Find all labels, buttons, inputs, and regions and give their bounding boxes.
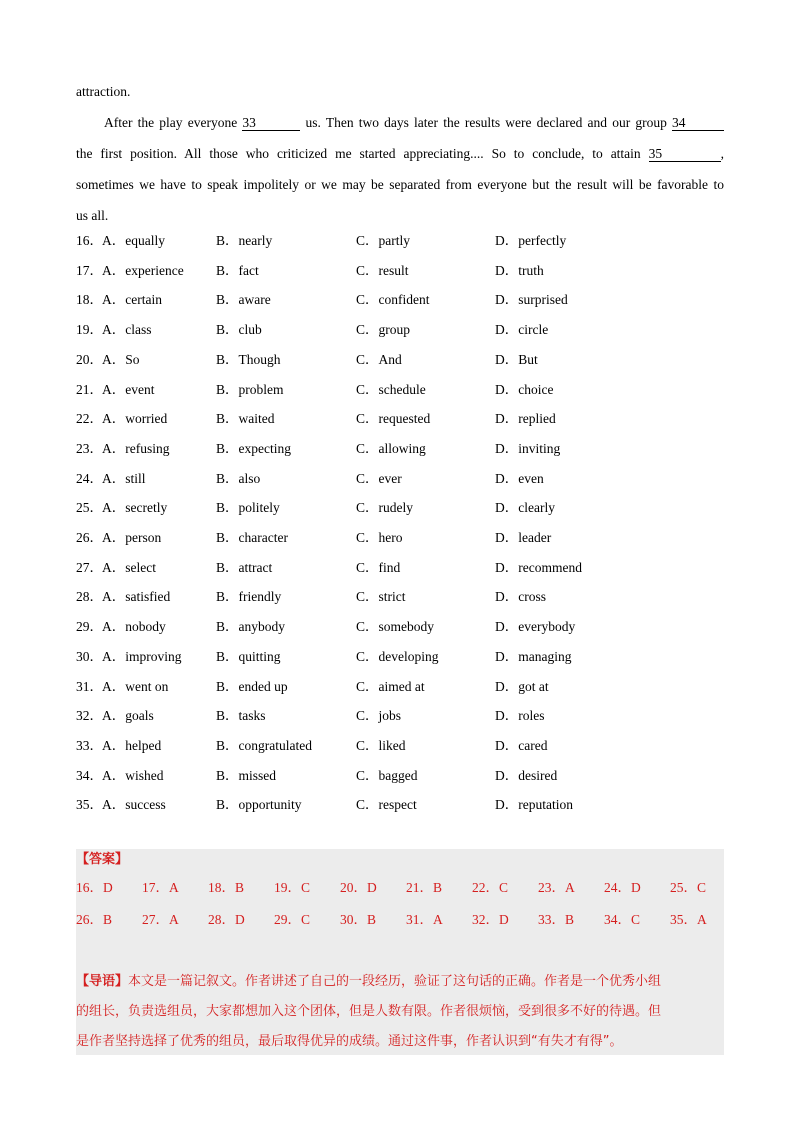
answer-item: 22．C bbox=[472, 880, 509, 895]
option-a: A．refusing bbox=[102, 440, 170, 456]
question-row bbox=[76, 582, 724, 612]
option-a: A．improving bbox=[102, 648, 182, 664]
option-a: A．success bbox=[102, 797, 166, 813]
option-a: A．nobody bbox=[102, 619, 166, 635]
option-a: A．still bbox=[102, 470, 146, 486]
option-c: C．hero bbox=[356, 530, 403, 545]
question-row bbox=[76, 226, 724, 256]
option-c: C．schedule bbox=[356, 381, 426, 397]
option-d: D．even bbox=[495, 470, 544, 486]
question-row bbox=[76, 404, 724, 434]
option-d: D．perfectly bbox=[495, 233, 567, 248]
passage-text: the first position. All those who criticized me started appreciating.... So to conclude, to attain bbox=[76, 146, 641, 161]
answer-item: 24．D bbox=[604, 880, 641, 895]
option-d: D．roles bbox=[495, 708, 545, 724]
option-b: B．tasks bbox=[216, 708, 266, 724]
option-a: A．class bbox=[102, 322, 152, 338]
option-d: D．replied bbox=[495, 411, 556, 427]
guide-line: 是作者坚持选择了优秀的组员，最后取得优异的成绩。通过这件事，作者认识到“有失才有得”。 bbox=[76, 1034, 623, 1049]
option-c: C．strict bbox=[356, 589, 406, 605]
option-b: B．character bbox=[216, 530, 288, 545]
option-c: C．partly bbox=[356, 233, 410, 248]
question-number: 25． bbox=[76, 500, 103, 516]
question-number: 20． bbox=[76, 351, 103, 367]
option-b: B．Though bbox=[216, 351, 281, 367]
question-number: 16． bbox=[76, 233, 103, 248]
guide-heading: 【导语】 bbox=[76, 974, 129, 989]
option-c: C．result bbox=[356, 262, 409, 278]
guide-section bbox=[76, 967, 724, 1057]
question-row bbox=[76, 731, 724, 761]
option-b: B．aware bbox=[216, 292, 271, 308]
option-d: D．reputation bbox=[495, 797, 573, 813]
question-number: 22． bbox=[76, 411, 103, 427]
question-row bbox=[76, 612, 724, 642]
question-row bbox=[76, 285, 724, 315]
passage-text: After the play everyone bbox=[104, 115, 238, 130]
answer-item: 21．B bbox=[406, 880, 443, 895]
answer-item: 19．C bbox=[274, 880, 311, 895]
option-a: A．secretly bbox=[102, 500, 168, 516]
option-b: B．also bbox=[216, 470, 261, 486]
question-row bbox=[76, 493, 724, 523]
question-number: 23． bbox=[76, 440, 103, 456]
question-number: 17． bbox=[76, 262, 103, 278]
answer-item: 20．D bbox=[340, 880, 377, 895]
answer-item: 34．C bbox=[604, 912, 641, 927]
option-a: A．event bbox=[102, 381, 155, 397]
question-row bbox=[76, 523, 724, 553]
question-number: 28． bbox=[76, 589, 103, 605]
option-a: A．equally bbox=[102, 233, 165, 248]
option-c: C．jobs bbox=[356, 708, 402, 724]
question-number: 24． bbox=[76, 470, 103, 486]
option-a: A．select bbox=[102, 559, 156, 575]
option-d: D．choice bbox=[495, 381, 554, 397]
answer-item: 28．D bbox=[208, 912, 245, 927]
option-c: C．And bbox=[356, 351, 402, 367]
option-a: A．person bbox=[102, 530, 162, 545]
answer-item: 32．D bbox=[472, 912, 509, 927]
question-number: 34． bbox=[76, 767, 103, 783]
passage-text: us. Then two days later the results were declared and our group bbox=[305, 115, 667, 130]
answer-item: 18．B bbox=[208, 880, 245, 895]
option-a: A．helped bbox=[102, 737, 162, 753]
option-c: C．find bbox=[356, 559, 401, 575]
question-row bbox=[76, 642, 724, 672]
option-b: B．congratulated bbox=[216, 737, 312, 753]
question-number: 29． bbox=[76, 619, 103, 635]
option-d: D．managing bbox=[495, 648, 572, 664]
answer-item: 27．A bbox=[142, 912, 179, 927]
question-row bbox=[76, 315, 724, 345]
question-number: 27． bbox=[76, 559, 103, 575]
passage-line: sometimes we have to speak impolitely or we may be separated from everyone but the result will be favorable to bbox=[76, 177, 724, 192]
blank-34: 34 bbox=[672, 116, 724, 131]
option-b: B．attract bbox=[216, 559, 273, 575]
option-b: B．ended up bbox=[216, 678, 288, 694]
question-number: 19． bbox=[76, 322, 103, 338]
question-number: 35． bbox=[76, 797, 103, 813]
option-b: B．club bbox=[216, 322, 262, 338]
question-row bbox=[76, 256, 724, 286]
answer-heading: 【答案】 bbox=[76, 852, 129, 867]
option-b: B．nearly bbox=[216, 233, 273, 248]
option-a: A．So bbox=[102, 351, 140, 367]
question-number: 21． bbox=[76, 381, 103, 397]
option-d: D．got at bbox=[495, 678, 549, 694]
option-b: B．quitting bbox=[216, 648, 281, 664]
option-b: B．fact bbox=[216, 262, 259, 278]
option-c: C．bagged bbox=[356, 767, 418, 783]
option-a: A．wished bbox=[102, 767, 164, 783]
answer-item: 23．A bbox=[538, 880, 575, 895]
answer-item: 26．B bbox=[76, 912, 113, 927]
answer-item: 35．A bbox=[670, 912, 707, 927]
passage bbox=[76, 76, 724, 231]
question-number: 31． bbox=[76, 678, 103, 694]
option-c: C．rudely bbox=[356, 500, 413, 516]
option-d: D．inviting bbox=[495, 440, 561, 456]
option-d: D．everybody bbox=[495, 619, 576, 635]
question-row bbox=[76, 672, 724, 702]
option-d: D．cross bbox=[495, 589, 546, 605]
passage-text: , bbox=[720, 146, 724, 161]
answer-row bbox=[76, 907, 724, 933]
option-c: C．requested bbox=[356, 411, 431, 427]
option-b: B．expecting bbox=[216, 440, 291, 456]
answer-item: 16．D bbox=[76, 880, 113, 895]
option-a: A．goals bbox=[102, 708, 154, 724]
question-row bbox=[76, 790, 724, 820]
option-d: D．But bbox=[495, 351, 538, 367]
guide-line: 的组长，负责选组员，大家都想加入这个团体，但是人数有限。作者很烦恼，受到很多不好的待遇。但 bbox=[76, 1004, 662, 1019]
question-row bbox=[76, 464, 724, 494]
option-c: C．confident bbox=[356, 292, 430, 308]
blank-35-wrap bbox=[649, 146, 724, 161]
answer-item: 29．C bbox=[274, 912, 311, 927]
option-d: D．truth bbox=[495, 262, 544, 278]
option-b: B．missed bbox=[216, 767, 277, 783]
answer-row bbox=[76, 875, 724, 901]
answer-item: 33．B bbox=[538, 912, 575, 927]
blank-33: 33 bbox=[242, 116, 300, 131]
passage-line bbox=[76, 138, 724, 169]
question-list bbox=[76, 226, 724, 826]
question-row bbox=[76, 701, 724, 731]
blank-35: 35 bbox=[649, 147, 721, 162]
option-c: C．aimed at bbox=[356, 678, 425, 694]
question-row bbox=[76, 553, 724, 583]
option-b: B．waited bbox=[216, 411, 275, 427]
option-a: A．experience bbox=[102, 262, 184, 278]
option-a: A．went on bbox=[102, 678, 169, 694]
option-d: D．desired bbox=[495, 767, 558, 783]
option-c: C．ever bbox=[356, 470, 402, 486]
answer-item: 30．B bbox=[340, 912, 377, 927]
passage-line: us all. bbox=[76, 208, 109, 223]
question-number: 30． bbox=[76, 648, 103, 664]
question-row bbox=[76, 761, 724, 791]
option-a: A．satisfied bbox=[102, 589, 171, 605]
option-c: C．developing bbox=[356, 648, 439, 664]
guide-line bbox=[76, 967, 724, 997]
option-b: B．opportunity bbox=[216, 797, 302, 813]
option-c: C．respect bbox=[356, 797, 417, 813]
passage-line: attraction. bbox=[76, 84, 131, 99]
answer-item: 17．A bbox=[142, 880, 179, 895]
option-c: C．somebody bbox=[356, 619, 435, 635]
option-d: D．clearly bbox=[495, 500, 555, 516]
answer-section bbox=[76, 849, 724, 1055]
passage-line bbox=[76, 107, 724, 138]
question-number: 33． bbox=[76, 737, 103, 753]
option-a: A．worried bbox=[102, 411, 168, 427]
option-c: C．liked bbox=[356, 737, 406, 753]
option-d: D．leader bbox=[495, 530, 552, 545]
guide-text: 本文是一篇记叙文。作者讲述了自己的一段经历，验证了这句话的正确。作者是一个优秀小组 bbox=[128, 974, 662, 989]
question-number: 32． bbox=[76, 708, 103, 724]
option-c: C．group bbox=[356, 322, 410, 338]
option-d: D．recommend bbox=[495, 559, 582, 575]
option-b: B．friendly bbox=[216, 589, 282, 605]
option-d: D．circle bbox=[495, 322, 549, 338]
answer-item: 31．A bbox=[406, 912, 443, 927]
option-d: D．surprised bbox=[495, 292, 568, 308]
option-d: D．cared bbox=[495, 737, 548, 753]
question-row bbox=[76, 345, 724, 375]
question-number: 18． bbox=[76, 292, 103, 308]
question-row bbox=[76, 375, 724, 405]
option-b: B．problem bbox=[216, 381, 284, 397]
question-number: 26． bbox=[76, 530, 103, 545]
option-b: B．anybody bbox=[216, 619, 285, 635]
answer-item: 25．C bbox=[670, 880, 707, 895]
option-b: B．politely bbox=[216, 500, 280, 516]
question-row bbox=[76, 434, 724, 464]
option-c: C．allowing bbox=[356, 440, 426, 456]
option-a: A．certain bbox=[102, 292, 162, 308]
